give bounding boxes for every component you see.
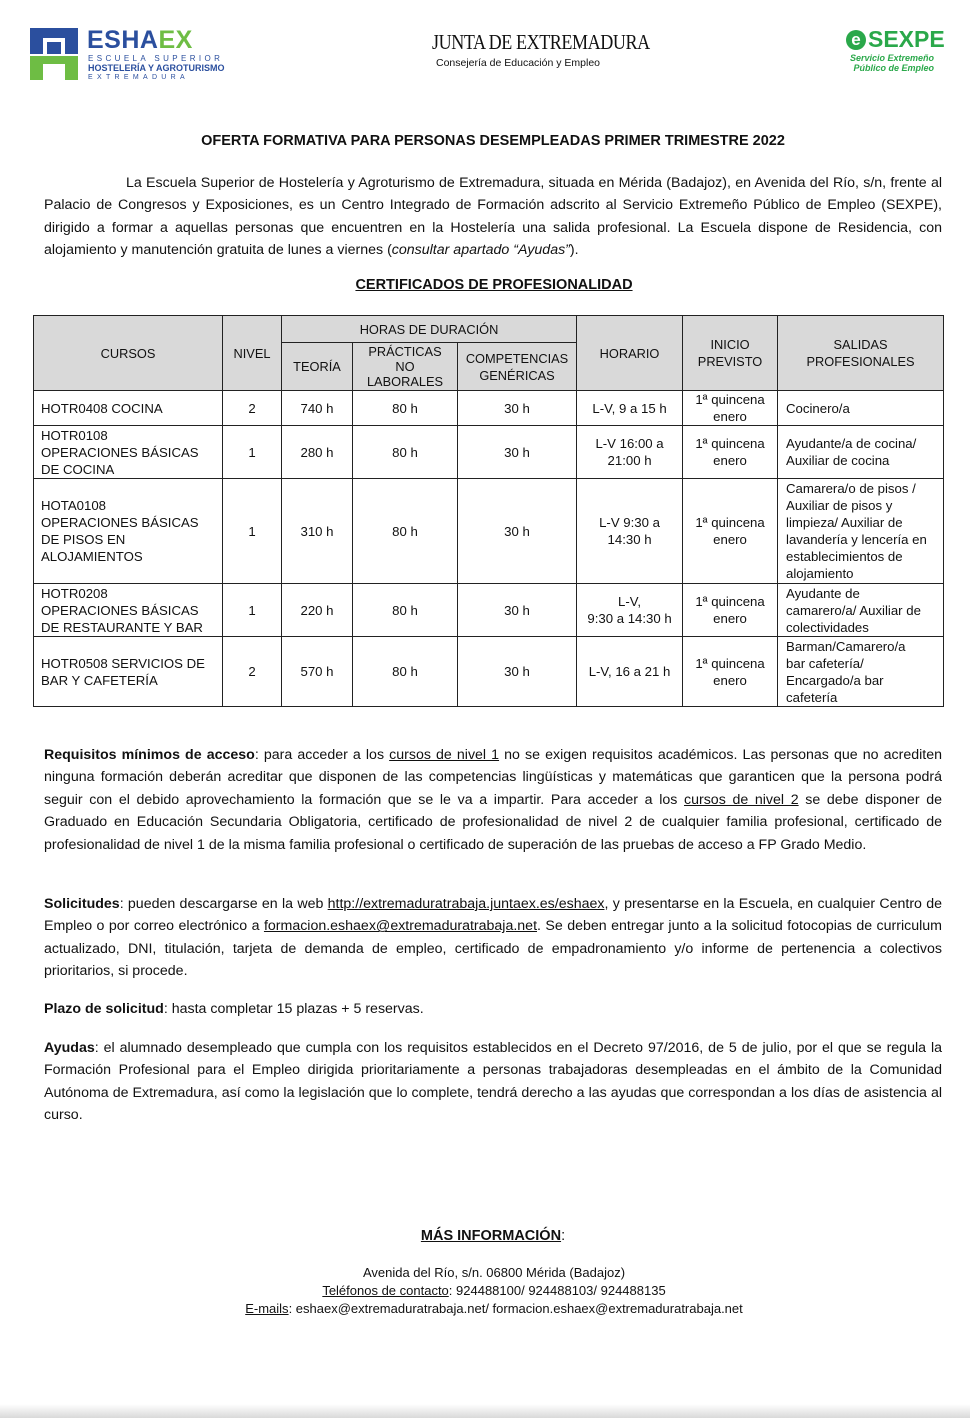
nivel-cell: 2 xyxy=(223,391,282,426)
practicas-cell: 80 h xyxy=(353,391,458,426)
nivel-cell: 2 xyxy=(223,637,282,707)
competencias-cell: 30 h xyxy=(458,391,577,426)
contact-address: Avenida del Río, s/n. 06800 Mérida (Badajoz) xyxy=(362,1265,626,1280)
nivel2-link: cursos de nivel 2 xyxy=(684,791,799,808)
table-row xyxy=(34,426,944,479)
sexpe-logo-name: e SEXPE xyxy=(846,26,946,53)
intro-paragraph: La Escuela Superior de Hostelería y Agroturismo de Extremadura, situada en Mérida (Badajoz), en Avenida del Río, s/n, frente al Palacio de Congresos y Exposiciones, es un Centro Integrado de Formación adscrito al Servicio Extremeño Público de Empleo (SEXPE), dirigido a formar a aquellas personas que encuentren en la Hostelería una salida profesional. La Escuela dispone de Residencia, con alojamiento y manutención gratuita de lunes a viernes (consultar apartado “Ayudas”). xyxy=(44,175,942,259)
teoria-cell: 310 h xyxy=(282,479,353,584)
plazo-paragraph: Plazo de solicitud: hasta completar 15 plazas + 5 reservas. xyxy=(44,1001,424,1017)
nivel-cell: 1 xyxy=(223,479,282,584)
course-cell: HOTR0508 SERVICIOS DE BAR Y CAFETERÍA xyxy=(34,637,223,707)
horario-cell: L-V, 16 a 21 h xyxy=(577,637,683,707)
email-link[interactable]: formacion.eshaex@extremaduratrabaja.net xyxy=(263,918,538,935)
teoria-cell: 570 h xyxy=(282,637,353,707)
practicas-cell: 80 h xyxy=(353,584,458,637)
requisitos-paragraph: Requisitos mínimos de acceso: para acceder a los cursos de nivel 1 no se exigen requisitos académicos. Las personas que no acrediten ninguna formación deberán acreditar que disponen de las competencias lingüísticas y matemáticas que garanticen que la persona podrá seguir con el debido aprovechamiento la formación que se le va a impartir. Para acceder a los cursos de nivel 2 se debe disponer de Graduado en Educación Secundaria Obligatoria, certificado de profesionalidad de nivel 2 de cualquier familia profesional, certificado de profesionalidad de nivel 1 de la misma familia profesional o certificado de superación de las pruebas de acceso a FP Grado Medio. xyxy=(44,747,942,853)
header-salidas: SALIDAS PROFESIONALES xyxy=(778,316,944,391)
sexpe-e-icon: e xyxy=(846,30,866,50)
teoria-cell: 220 h xyxy=(282,584,353,637)
course-cell: HOTR0108 OPERACIONES BÁSICAS DE COCINA xyxy=(34,426,223,479)
teoria-cell: 280 h xyxy=(282,426,353,479)
competencias-cell: 30 h xyxy=(458,426,577,479)
intro-italic: consultar apartado “Ayudas” xyxy=(391,242,570,259)
certificates-table xyxy=(33,315,944,707)
salidas-cell: Barman/Camarero/a bar cafetería/ Encargado/a bar cafetería xyxy=(778,637,944,707)
horario-cell: L-V, 9 a 15 h xyxy=(577,391,683,426)
ayudas-paragraph: Ayudas: el alumnado desempleado que cumpla con los requisitos establecidos en el Decreto 97/2016, de 5 de julio, por el que se regula la Formación Profesional para el Empleo dirigida prioritariamente a personas trabajadoras desempleadas en el ámbito de la Comunidad Autónoma de Extremadura, así como la legislación que lo complete, tendrá derecho a las ayudas que correspondan a los días de asistencia al curso. xyxy=(44,1040,942,1124)
eshaex-logo-mark-icon xyxy=(30,28,78,80)
horario-cell: L-V 9:30 a 14:30 h xyxy=(577,479,683,584)
eshaex-logo-line2: HOSTELERÍA Y AGROTURISMO xyxy=(88,63,225,73)
sexpe-logo-line2: Público de Empleo xyxy=(853,63,934,73)
header-cursos: CURSOS xyxy=(34,316,223,391)
salidas-cell: Ayudante/a de cocina/ Auxiliar de cocina xyxy=(778,426,944,479)
eshaex-logo-line1: ESCUELA SUPERIOR xyxy=(88,54,224,63)
table-row xyxy=(34,584,944,637)
section-title: CERTIFICADOS DE PROFESIONALIDAD xyxy=(355,277,633,293)
horario-cell: L-V 16:00 a 21:00 h xyxy=(577,426,683,479)
course-cell: HOTA0108 OPERACIONES BÁSICAS DE PISOS EN ALOJAMIENTOS xyxy=(34,479,223,584)
page-bottom-shadow xyxy=(0,1404,970,1418)
requisitos-label: Requisitos mínimos de acceso xyxy=(44,747,255,763)
header-competencias: COMPETENCIAS GENÉRICAS xyxy=(458,343,577,391)
course-cell: HOTR0208 OPERACIONES BÁSICAS DE RESTAURANTE Y BAR xyxy=(34,584,223,637)
inicio-cell: 1ª quincena enero xyxy=(683,637,778,707)
solicitudes-label: Solicitudes xyxy=(44,896,120,912)
table-row xyxy=(34,479,944,584)
sexpe-logo xyxy=(846,26,946,73)
junta-logo-subtitle: Consejería de Educación y Empleo xyxy=(435,57,600,69)
sexpe-logo-line1: Servicio Extremeño xyxy=(849,53,934,63)
competencias-cell: 30 h xyxy=(458,479,577,584)
nivel-cell: 1 xyxy=(223,584,282,637)
salidas-cell: Ayudante de camarero/a/ Auxiliar de colectividades xyxy=(778,584,944,637)
practicas-cell: 80 h xyxy=(353,637,458,707)
table-row xyxy=(34,637,944,707)
header-practicas: PRÁCTICAS NO LABORALES xyxy=(353,343,458,391)
salidas-cell: Cocinero/a xyxy=(778,391,944,426)
contact-phones: Teléfonos de contacto: 924488100/ 924488103/ 924488135 xyxy=(322,1283,666,1298)
document-title: OFERTA FORMATIVA PARA PERSONAS DESEMPLEADAS PRIMER TRIMESTRE 2022 xyxy=(201,133,785,149)
header-inicio: INICIO PREVISTO xyxy=(683,316,778,391)
header-teoria: TEORÍA xyxy=(282,343,353,391)
contact-emails: E-mails: eshaex@extremaduratrabaja.net/ formacion.eshaex@extremaduratrabaja.net xyxy=(245,1301,743,1316)
horario-cell: L-V, 9:30 a 14:30 h xyxy=(577,584,683,637)
nivel1-link: cursos de nivel 1 xyxy=(389,747,500,763)
inicio-cell: 1ª quincena enero xyxy=(683,479,778,584)
course-cell: HOTR0408 COCINA xyxy=(34,391,223,426)
competencias-cell: 30 h xyxy=(458,637,577,707)
inicio-cell: 1ª quincena enero xyxy=(683,426,778,479)
header-horas: HORAS DE DURACIÓN xyxy=(282,316,577,343)
nivel-cell: 1 xyxy=(223,426,282,479)
practicas-cell: 80 h xyxy=(353,426,458,479)
header-horario: HORARIO xyxy=(577,316,683,391)
inicio-cell: 1ª quincena enero xyxy=(683,584,778,637)
junta-logo xyxy=(418,30,650,69)
eshaex-logo-line3: EXTREMADURA xyxy=(88,74,189,81)
teoria-cell: 740 h xyxy=(282,391,353,426)
eshaex-logo-name: ESHAEX xyxy=(87,26,193,54)
salidas-cell: Camarera/o de pisos / Auxiliar de pisos y limpieza/ Auxiliar de lavandería y lencería en establecimientos de alojamiento xyxy=(778,479,944,584)
more-info-title: MÁS INFORMACIÓN: xyxy=(420,1228,566,1244)
web-link[interactable]: http://extremaduratrabaja.juntaex.es/eshaex xyxy=(327,896,605,912)
eshaex-logo xyxy=(30,28,250,84)
practicas-cell: 80 h xyxy=(353,479,458,584)
junta-logo-name: JUNTA DE EXTREMADURA xyxy=(432,30,650,54)
ayudas-label: Ayudas xyxy=(44,1040,95,1056)
solicitudes-paragraph: Solicitudes: pueden descargarse en la web http://extremaduratrabaja.juntaex.es/eshaex, y presentarse en la Escuela, en cualquier Centro de Empleo o por correo electrónico a formacion.eshaex@extremaduratrabaja.net. Se deben entregar junto a la solicitud fotocopias de curriculum actualizado, DNI, titulación, tarjeta de demanda de empleo, certificado de empadronamiento y/o informe de pertenencia a colectivos prioritarios, si procede. xyxy=(44,896,942,980)
inicio-cell: 1ª quincena enero xyxy=(683,391,778,426)
header-nivel: NIVEL xyxy=(223,316,282,391)
table-row xyxy=(34,391,944,426)
plazo-label: Plazo de solicitud xyxy=(44,1001,164,1017)
competencias-cell: 30 h xyxy=(458,584,577,637)
